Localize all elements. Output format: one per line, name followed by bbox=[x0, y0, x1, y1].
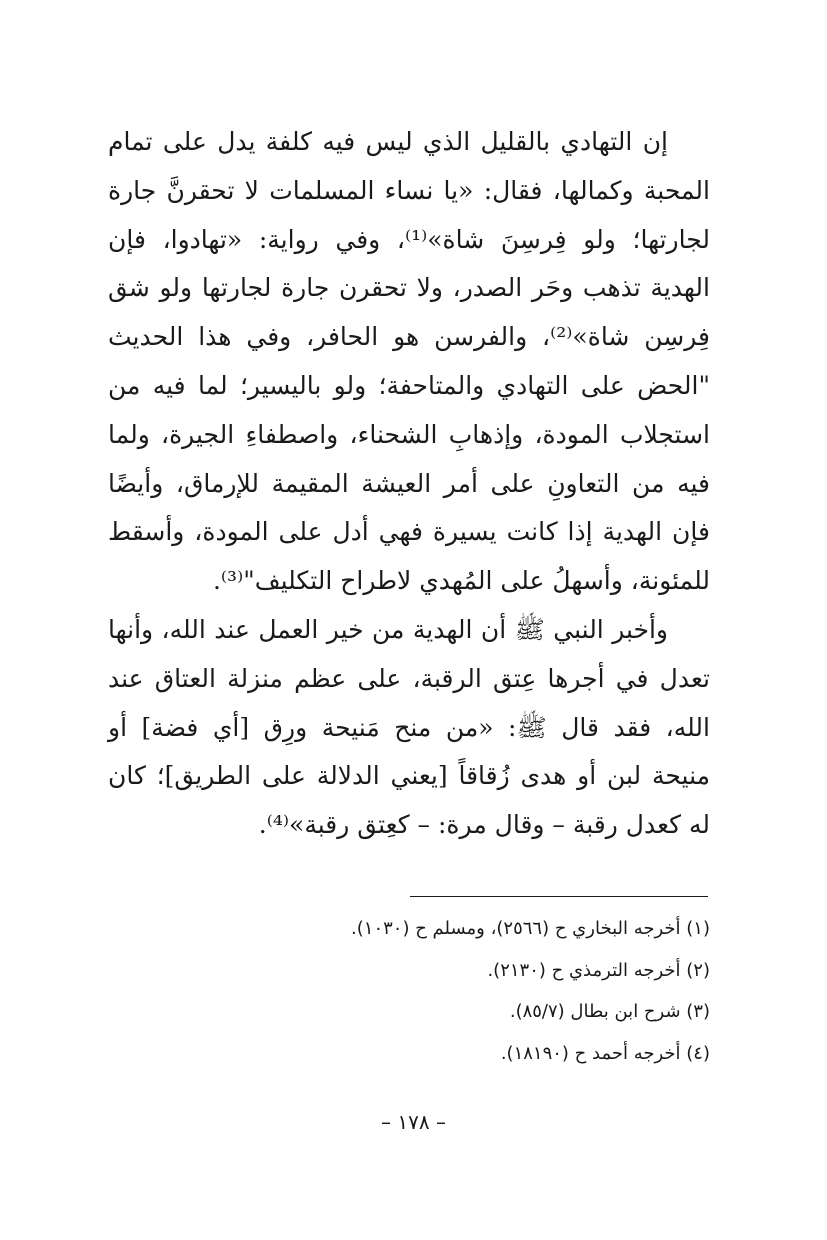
paragraph-2: وأخبر النبي ﷺ أن الهدية من خير العمل عند الله، وأنها تعدل في أجرها عِتق الرقبة، على عظم منزلة العتاق عند الله، فقد قال ﷺ: «من منح مَنيحة ورِق [أي فضة] أو منيحة لبن أو هدى زُقاقاً [يعني الدلالة على الطريق]؛ كان له كعدل رقبة – وقال مرة: – كعِتق رقبة»⁽⁴⁾. bbox=[108, 614, 710, 840]
footnote-separator bbox=[410, 896, 708, 897]
footnote-3: (٣) شرح ابن بطال (٨٥/٧). bbox=[509, 1001, 710, 1022]
footnote-1: (١) أخرجه البخاري ح (٢٥٦٦)، ومسلم ح (١٠٣٠). bbox=[351, 918, 710, 939]
footnote-4: (٤) أخرجه أحمد ح (١٨١٩٠). bbox=[500, 1042, 710, 1064]
footnotes bbox=[108, 908, 710, 1074]
main-text bbox=[108, 118, 710, 850]
footnote-2: (٢) أخرجه الترمذي ح (٢١٣٠). bbox=[487, 959, 710, 981]
page-number: – ١٧٨ – bbox=[381, 1110, 446, 1134]
paragraph-1: إن التهادي بالقليل الذي ليس فيه كلفة يدل على تمام المحبة وكمالها، فقال: «يا نساء المسلمات لا تحقرنَّ جارة لجارتها؛ ولو فِرسِنَ شاة»⁽¹⁾، وفي رواية: «تهادوا، فإن الهدية تذهب وحَر الصدر، ولا تحقرن جارة لجارتها ولو شق فِرسِن شاة»⁽²⁾، والفرسن هو الحافر، وفي هذا الحديث "الحض على التهادي والمتاحفة؛ ولو باليسير؛ لما فيه من استجلاب المودة، وإذهابِ الشحناء، واصطفاءِ الجيرة، ولما فيه من التعاونِ على أمر العيشة المقيمة للإرماق، وأيضًا فإن الهدية إذا كانت يسيرة فهي أدل على المودة، وأسقط للمئونة، وأسهلُ على المُهدي لاطراح التكليف"⁽³⁾. bbox=[108, 127, 710, 596]
